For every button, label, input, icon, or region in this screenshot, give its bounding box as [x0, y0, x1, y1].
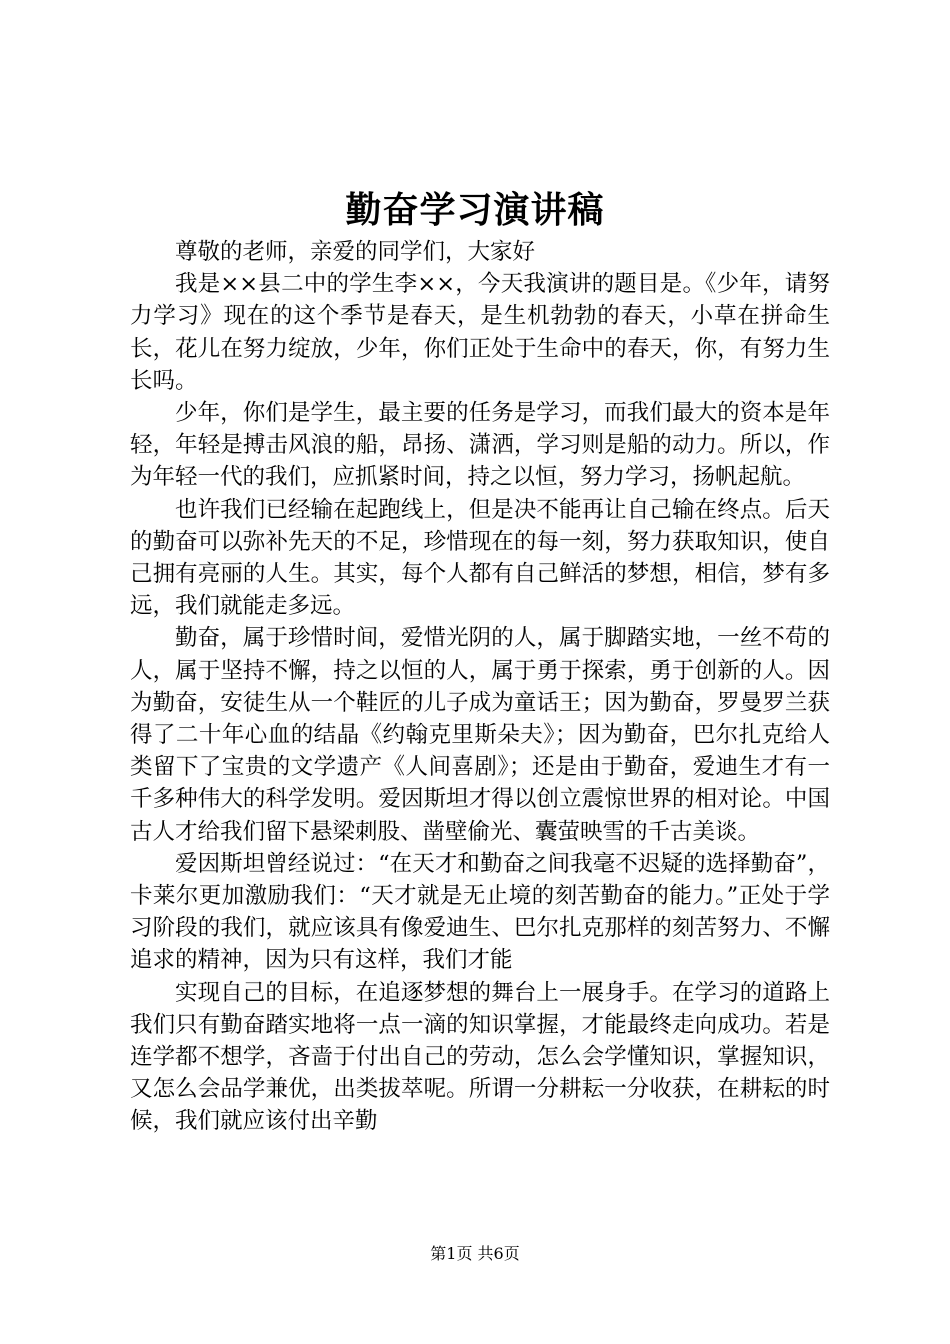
paragraph-greeting: 尊敬的老师，亲爱的同学们，大家好 [175, 239, 536, 265]
document-title: 勤奋学习演讲稿 [345, 189, 605, 231]
paragraph-einstein-quote: 爱因斯坦曾经说过：“在天才和勤奋之间我毫不迟疑的选择勤奋”，卡莱尔更加激励我们：“天才就是无止境的刻苦勤奋的能力。”正处于学习阶段的我们，就应该具有像爱迪生、巴尔扎克那样的刻苦努力、不懈追求的精神，因为只有这样，我们才能 [130, 850, 830, 974]
paragraph-starting-line: 也许我们已经输在起跑线上，但是决不能再让自己输在终点。后天的勤奋可以弥补先天的不足，珍惜现在的每一刻，努力获取知识，使自己拥有亮丽的人生。其实，每个人都有自己鲜活的梦想，相信，梦有多远，我们就能走多远。 [130, 496, 830, 620]
paragraph-youth: 少年，你们是学生，最主要的任务是学习，而我们最大的资本是年轻，年轻是搏击风浪的船，昂扬、潇洒，学习则是船的动力。所以，作为年轻一代的我们，应抓紧时间，持之以恒，努力学习，扬帆起航。 [130, 400, 830, 491]
paragraph-introduction: 我是××县二中的学生李××，今天我演讲的题目是。《少年，请努力学习》现在的这个季节是春天，是生机勃勃的春天，小草在拼命生长，花儿在努力绽放，少年，你们正处于生命中的春天，你，有努力生长吗。 [130, 271, 830, 394]
paragraph-achieve-goals: 实现自己的目标，在追逐梦想的舞台上一展身手。在学习的道路上我们只有勤奋踏实地将一点一滴的知识掌握，才能最终走向成功。若是连学都不想学，吝啬于付出自己的劳动，怎么会学懂知识，掌握知识，又怎么会品学兼优，出类拔萃呢。所谓一分耕耘一分收获，在耕耘的时候，我们就应该付出辛勤 [130, 979, 830, 1135]
page-number-footer: 第1页 共6页 [430, 1244, 520, 1263]
paragraph-diligence-examples: 勤奋，属于珍惜时间，爱惜光阴的人，属于脚踏实地，一丝不苟的人，属于坚持不懈，持之以恒的人，属于勇于探索，勇于创新的人。因为勤奋，安徒生从一个鞋匠的儿子成为童话王；因为勤奋，罗曼罗兰获得了二十年心血的结晶《约翰克里斯朵夫》；因为勤奋，巴尔扎克给人类留下了宝贵的文学遗产《人间喜剧》；还是由于勤奋，爱迪生才有一千多种伟大的科学发明。爱因斯坦才得以创立震惊世界的相对论。中国古人才给我们留下悬梁刺股、凿壁偷光、囊萤映雪的千古美谈。 [130, 625, 830, 845]
document-body [130, 236, 830, 1138]
